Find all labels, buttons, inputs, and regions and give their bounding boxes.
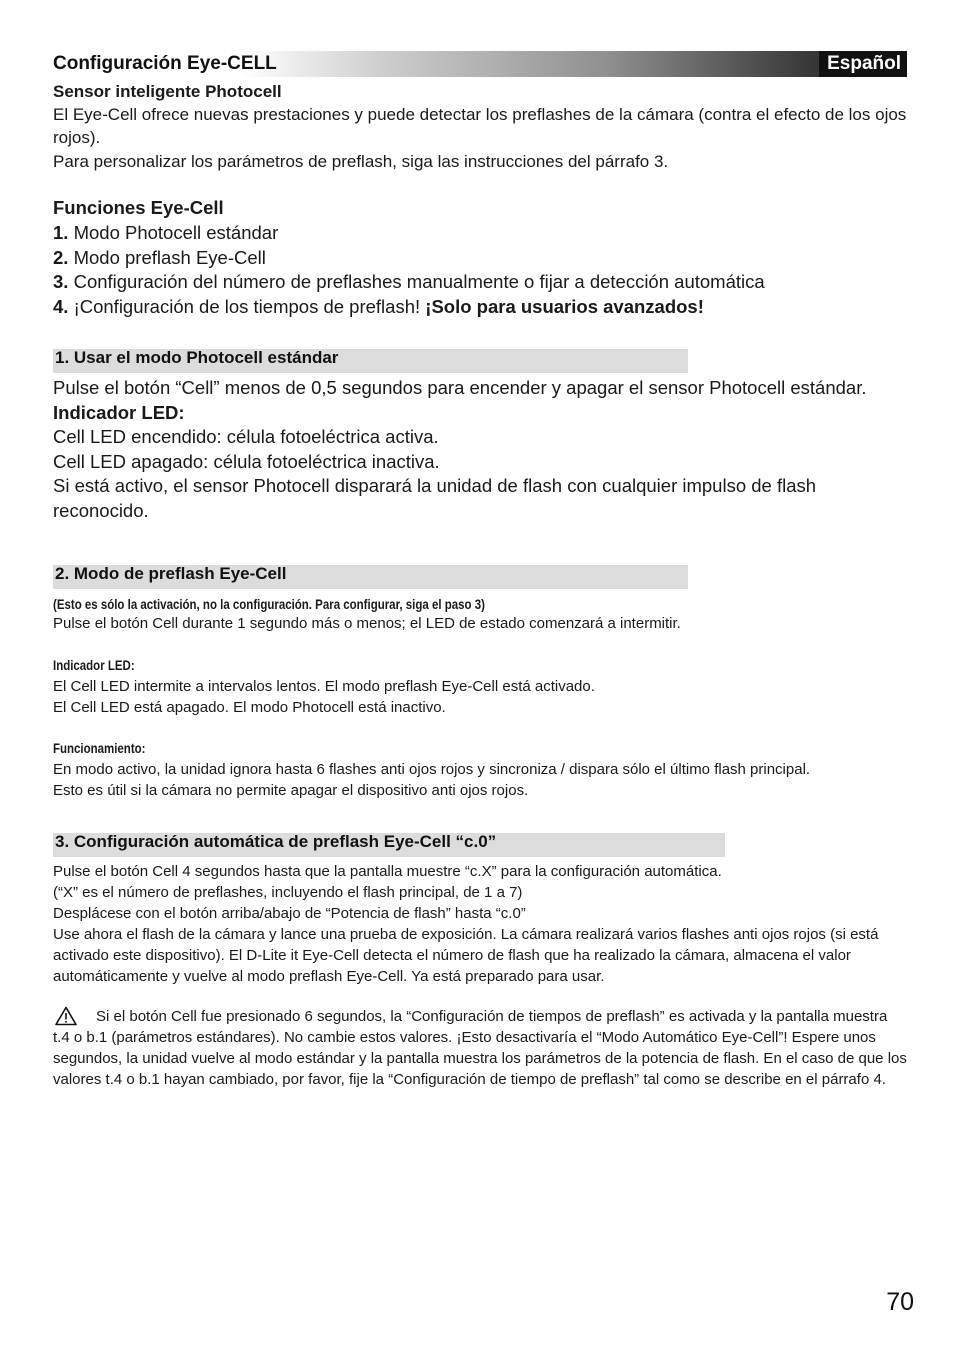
section-1-title: 1. Usar el modo Photocell estándar: [55, 348, 339, 367]
led-heading: Indicador LED:: [53, 401, 185, 423]
section-3-line: Desplácese con el botón arriba/abajo de “Potencia de flash” hasta “c.0”: [53, 905, 526, 922]
section-2-note: (Esto es sólo la activación, no la configuración. Para configurar, siga el paso 3): [53, 596, 485, 612]
page-title: Configuración Eye-CELL: [53, 53, 277, 74]
language-badge: Español: [819, 51, 907, 77]
section-1-paragraph: Pulse el botón “Cell” menos de 0,5 segundos para encender y apagar el sensor Photocell estándar.: [53, 377, 867, 398]
function-heading: Funcionamiento:: [53, 740, 146, 756]
warning-paragraph: Si el botón Cell fue presionado 6 segundos, la “Configuración de tiempos de preflash” es activada y la pantalla muestra t.4 o b.1 (parámetros estándares). No cambie estos valores. ¡Esto desactivaría el “Modo Automático Eye-Cell”! Espere unos segundos, la unidad vuelve al modo estándar y la pantalla muestra los parámetros de la potencia de flash. En el caso de que los valores t.4 o b.1 hayan cambiado, por favor, fije la “Configuración de tiempo de preflash” tal como se describe en el párrafo 4.: [53, 1008, 907, 1088]
functions-heading: Funciones Eye-Cell: [53, 197, 224, 218]
page-number: 70: [886, 1288, 914, 1316]
list-item: 2. Modo preflash Eye-Cell: [53, 246, 266, 268]
list-item: 4. ¡Configuración de los tiempos de preflash! ¡Solo para usuarios avanzados!: [53, 295, 704, 317]
section-3-line: (“X” es el número de preflashes, incluyendo el flash principal, de 1 a 7): [53, 884, 523, 901]
led-line: Cell LED apagado: célula fotoeléctrica inactiva.: [53, 450, 440, 472]
section-2-led-lines: [53, 676, 907, 718]
led-heading-2: Indicador LED:: [53, 657, 135, 673]
intro-paragraph-2: Para personalizar los parámetros de preflash, siga las instrucciones del párrafo 3.: [53, 152, 669, 171]
section-1-body: [53, 376, 907, 524]
section-3-title: 3. Configuración automática de preflash Eye-Cell “c.0”: [55, 832, 497, 851]
section-3-line: Use ahora el flash de la cámara y lance una prueba de exposición. La cámara realizará varios flashes anti ojos rojos (si está activado este dispositivo). El D-Lite it Eye-Cell detecta el número de flash que ha realizado la cámara, almacena el valor automáticamente y vuelve al modo preflash Eye-Cell. Ya está preparado para usar.: [53, 926, 879, 985]
functions-list: [53, 221, 907, 319]
section-2-title: 2. Modo de preflash Eye-Cell: [55, 564, 287, 583]
section-3-body: [53, 861, 907, 987]
intro-heading: Sensor inteligente Photocell: [53, 82, 282, 101]
led-line: Cell LED encendido: célula fotoeléctrica activa.: [53, 426, 439, 448]
led-line: El Cell LED está apagado. El modo Photocell está inactivo.: [53, 699, 446, 716]
list-item: 3. Configuración del número de preflashes manualmente o fijar a detección automática: [53, 271, 765, 293]
section-3-line: Pulse el botón Cell 4 segundos hasta que la pantalla muestre “c.X” para la configuración automática.: [53, 863, 722, 880]
section-2-func-lines: [53, 759, 907, 801]
section-1-note: Si está activo, el sensor Photocell disparará la unidad de flash con cualquier impulso de flash reconocido.: [53, 475, 817, 521]
intro-paragraph: El Eye-Cell ofrece nuevas prestaciones y puede detectar los preflashes de la cámara (contra el efecto de los ojos rojos).: [53, 105, 907, 147]
led-line: El Cell LED intermite a intervalos lentos. El modo preflash Eye-Cell está activado.: [53, 678, 595, 695]
func-line: En modo activo, la unidad ignora hasta 6 flashes anti ojos rojos y sincroniza / dispara sólo el último flash principal.: [53, 761, 811, 778]
func-line: Esto es útil si la cámara no permite apagar el dispositivo anti ojos rojos.: [53, 782, 529, 799]
section-2-paragraph: Pulse el botón Cell durante 1 segundo más o menos; el LED de estado comenzará a intermitir.: [53, 615, 681, 632]
list-item: 1. Modo Photocell estándar: [53, 222, 279, 243]
